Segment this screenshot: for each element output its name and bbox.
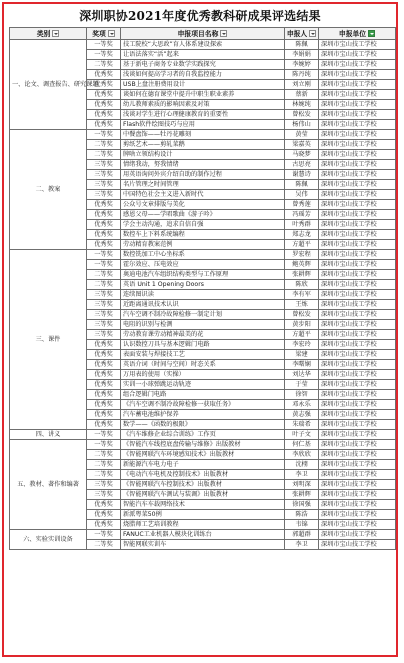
award-cell: 一等奖 — [87, 250, 121, 260]
project-cell: 情绪我动，努我情绪 — [121, 160, 285, 170]
award-cell: 二等奖 — [87, 450, 121, 460]
project-cell: 智能汽车车载网络技术 — [121, 500, 285, 510]
header-project: 申报项目名称 — [121, 28, 285, 40]
project-cell: 连续图识读 — [121, 290, 285, 300]
applicant-cell: 何仁基 — [285, 440, 319, 450]
project-cell: 新派粤菜50例 — [121, 510, 285, 520]
applicant-cell: 张耕辉 — [285, 270, 319, 280]
project-cell: 劳动教育课劳动精神最美的花 — [121, 330, 285, 340]
applicant-cell: 黄步阳 — [285, 320, 319, 330]
award-cell: 二等奖 — [87, 460, 121, 470]
unit-cell: 深圳市宝山技工学校 — [319, 320, 396, 330]
award-cell: 优秀奖 — [87, 100, 121, 110]
project-cell: 万用表的使用（实操） — [121, 370, 285, 380]
project-cell: 劳动精育教案范例 — [121, 240, 285, 250]
unit-cell: 深圳市宝山技工学校 — [319, 130, 396, 140]
award-cell: 一等奖 — [87, 530, 121, 540]
unit-cell: 深圳市宝山技工学校 — [319, 430, 396, 440]
table-row[interactable] — [10, 440, 396, 450]
applicant-cell: 杨伟山 — [285, 120, 319, 130]
applicant-cell: 古思亮 — [285, 160, 319, 170]
applicant-cell: 李宏玲 — [285, 340, 319, 350]
award-cell: 三等奖 — [87, 300, 121, 310]
unit-cell: 深圳市宝山技工学校 — [319, 480, 396, 490]
unit-cell: 深圳市宝山技工学校 — [319, 240, 396, 250]
applicant-cell: 方超平 — [285, 330, 319, 340]
unit-cell: 深圳市宝山技工学校 — [319, 50, 396, 60]
project-cell: 汽车空调不制冷故障检修一制定计划 — [121, 310, 285, 320]
project-cell: 《智能汽车线控底盘传输与维修》出版教材 — [121, 440, 285, 450]
category-cell: 二、教案 — [10, 130, 87, 250]
award-cell: 二等奖 — [87, 60, 121, 70]
category-cell: 六、实验实训设备 — [10, 530, 87, 550]
page-title: 深圳职协2021年度优秀教科研成果评选结果 — [79, 9, 321, 23]
project-cell: 谈如何在德育课堂中提升中职生职业素养 — [121, 90, 285, 100]
unit-cell: 深圳市宝山技工学校 — [319, 530, 396, 540]
project-cell: 《智能网联汽车环境感知技术》出版教材 — [121, 450, 285, 460]
unit-cell: 深圳市宝山技工学校 — [319, 410, 396, 420]
applicant-cell: 王炼 — [285, 300, 319, 310]
applicant-cell: 李有军 — [285, 290, 319, 300]
applicant-cell: 韦锦 — [285, 520, 319, 530]
unit-cell: 深圳市宝山技工学校 — [319, 180, 396, 190]
project-cell: 学会主动沟通，追求自信自强 — [121, 220, 285, 230]
project-cell: USB上盘注册费用设计 — [121, 80, 285, 90]
award-cell: 一等奖 — [87, 40, 121, 50]
applicant-cell: 梁建 — [285, 350, 319, 360]
applicant-cell: 陈佩 — [285, 40, 319, 50]
applicant-cell: 梁嘉英 — [285, 140, 319, 150]
award-cell: 优秀奖 — [87, 350, 121, 360]
unit-cell: 深圳市宝山技工学校 — [319, 490, 396, 500]
unit-cell: 深圳市宝山技工学校 — [319, 230, 396, 240]
filter-active-icon[interactable] — [368, 30, 375, 37]
project-cell: 《汽车维修企业综合训练》工作页 — [121, 430, 285, 440]
project-cell: 《汽车空调不制冷故障检修一获取任务》 — [121, 400, 285, 410]
unit-cell: 深圳市宝山技工学校 — [319, 60, 396, 70]
award-cell: 二等奖 — [87, 140, 121, 150]
award-cell: 一等奖 — [87, 260, 121, 270]
report-frame — [2, 2, 398, 657]
unit-cell: 深圳市宝山技工学校 — [319, 170, 396, 180]
unit-cell: 深圳市宝山技工学校 — [319, 300, 396, 310]
project-cell: 感恩父母——学唱歌曲《游子吟》 — [121, 210, 285, 220]
award-cell: 优秀奖 — [87, 230, 121, 240]
project-cell: 数学——《函数的极限》 — [121, 420, 285, 430]
award-cell: 优秀奖 — [87, 520, 121, 530]
applicant-cell: 叶秀群 — [285, 220, 319, 230]
unit-cell: 深圳市宝山技工学校 — [319, 210, 396, 220]
unit-cell: 深圳市宝山技工学校 — [319, 140, 396, 150]
unit-cell: 深圳市宝山技工学校 — [319, 470, 396, 480]
applicant-cell: 马晓梦 — [285, 150, 319, 160]
project-cell: 奥迪电池汽车组织结构类型与工作原理 — [121, 270, 285, 280]
unit-cell: 深圳市宝山技工学校 — [319, 540, 396, 550]
project-cell: 新能源汽车电力电子 — [121, 460, 285, 470]
applicant-cell: 李婉婷 — [285, 60, 319, 70]
applicant-cell: 冯瑶芳 — [285, 210, 319, 220]
unit-cell: 深圳市宝山技工学校 — [319, 110, 396, 120]
award-cell: 二等奖 — [87, 270, 121, 280]
unit-cell: 深圳市宝山技工学校 — [319, 450, 396, 460]
applicant-cell: 刘明深 — [285, 480, 319, 490]
unit-cell: 深圳市宝山技工学校 — [319, 150, 396, 160]
award-cell: 优秀奖 — [87, 390, 121, 400]
project-cell: 公众号文章排版与美化 — [121, 200, 285, 210]
project-cell: 英语介词（时间与空间）时态关系 — [121, 360, 285, 370]
applicant-cell: 刘达华 — [285, 370, 319, 380]
award-cell: 三等奖 — [87, 290, 121, 300]
award-cell: 三等奖 — [87, 490, 121, 500]
project-cell: 烧腊师工艺培训教程 — [121, 520, 285, 530]
header-row — [10, 28, 396, 40]
award-cell: 优秀奖 — [87, 240, 121, 250]
unit-cell: 深圳市宝山技工学校 — [319, 340, 396, 350]
unit-cell: 深圳市宝山技工学校 — [319, 100, 396, 110]
award-cell: 优秀奖 — [87, 200, 121, 210]
unit-cell: 深圳市宝山技工学校 — [319, 380, 396, 390]
award-cell: 二等奖 — [87, 150, 121, 160]
project-cell: 中餐盘饰——牡丹花雕刻 — [121, 130, 285, 140]
award-cell: 三等奖 — [87, 320, 121, 330]
unit-cell: 深圳市宝山技工学校 — [319, 120, 396, 130]
award-cell: 优秀奖 — [87, 120, 121, 130]
header-unit: 申报单位 — [319, 28, 396, 40]
applicant-cell: 陈佩 — [285, 180, 319, 190]
award-cell: 二等奖 — [87, 470, 121, 480]
award-cell: 三等奖 — [87, 180, 121, 190]
award-cell: 优秀奖 — [87, 500, 121, 510]
unit-cell: 深圳市宝山技工学校 — [319, 350, 396, 360]
award-cell: 优秀奖 — [87, 70, 121, 80]
unit-cell: 深圳市宝山技工学校 — [319, 310, 396, 320]
category-cell: 三、课件 — [10, 250, 87, 430]
project-cell: 实训一小球弹跳运动轨迹 — [121, 380, 285, 390]
unit-cell: 深圳市宝山技工学校 — [319, 40, 396, 50]
applicant-cell: 谢慧诗 — [285, 170, 319, 180]
project-cell: 浅谈如何提高学习者的自我监控能力 — [121, 70, 285, 80]
header-award: 奖项 — [87, 28, 121, 40]
table-row[interactable] — [10, 250, 396, 260]
applicant-cell: 郭超群 — [285, 530, 319, 540]
unit-cell: 深圳市宝山技工学校 — [319, 250, 396, 260]
applicant-cell: 李卫 — [285, 470, 319, 480]
award-cell: 优秀奖 — [87, 110, 121, 120]
award-cell: 三等奖 — [87, 160, 121, 170]
project-cell: 电阻的识别与检测 — [121, 320, 285, 330]
award-cell: 优秀奖 — [87, 340, 121, 350]
unit-cell: 深圳市宝山技工学校 — [319, 70, 396, 80]
award-cell: 优秀奖 — [87, 510, 121, 520]
project-cell: 数控铣加工中心坐标系 — [121, 250, 285, 260]
project-cell: 汽车蓄电池维护保养 — [121, 410, 285, 420]
project-cell: 英语 Unit 1 Opening Doors — [121, 280, 285, 290]
project-cell: Flash软件绘图技巧与应用 — [121, 120, 285, 130]
award-cell: 三等奖 — [87, 310, 121, 320]
applicant-cell: 徐智 — [285, 390, 319, 400]
project-cell: 《电动汽车电机及控制技术》出版教材 — [121, 470, 285, 480]
applicant-cell: 徐国强 — [285, 500, 319, 510]
applicant-cell: 于莹 — [285, 380, 319, 390]
award-cell: 优秀奖 — [87, 380, 121, 390]
unit-cell: 深圳市宝山技工学校 — [319, 460, 396, 470]
award-cell: 三等奖 — [87, 170, 121, 180]
project-cell: 近距离通讯技术认识 — [121, 300, 285, 310]
project-cell: 《智能网联汽车控制技术》出版教材 — [121, 480, 285, 490]
project-cell: 霍尔效应、压电效应 — [121, 260, 285, 270]
award-cell: 二等奖 — [87, 540, 121, 550]
award-cell: 优秀奖 — [87, 410, 121, 420]
project-cell: 用英语询问外宾介绍自助的制作过程 — [121, 170, 285, 180]
award-cell: 优秀奖 — [87, 90, 121, 100]
unit-cell: 深圳市宝山技工学校 — [319, 440, 396, 450]
category-cell: 四、讲义 — [10, 430, 87, 440]
applicant-cell: 刘立刚 — [285, 80, 319, 90]
table-row[interactable] — [10, 530, 396, 540]
project-cell: 技工院校“大思政”育人体系建设探索 — [121, 40, 285, 50]
project-cell: 名片管理之时间管理 — [121, 180, 285, 190]
applicant-cell: 方超平 — [285, 240, 319, 250]
award-cell: 优秀奖 — [87, 210, 121, 220]
applicant-cell: 张耕辉 — [285, 490, 319, 500]
unit-cell: 深圳市宝山技工学校 — [319, 330, 396, 340]
results-table — [9, 27, 396, 550]
unit-cell: 深圳市宝山技工学校 — [319, 90, 396, 100]
applicant-cell: 陈欣 — [285, 280, 319, 290]
filter-dropdown-icon[interactable] — [52, 30, 59, 37]
award-cell: 三等奖 — [87, 330, 121, 340]
applicant-cell: 李欣欣 — [285, 450, 319, 460]
unit-cell: 深圳市宝山技工学校 — [319, 390, 396, 400]
award-cell: 三等奖 — [87, 480, 121, 490]
applicant-cell: 黄莹 — [285, 130, 319, 140]
project-cell: 认识数控刀具与基本逻辑门电路 — [121, 340, 285, 350]
project-cell: 中国特色社会主义进入新时代 — [121, 190, 285, 200]
applicant-cell: 曾松发 — [285, 110, 319, 120]
unit-cell: 深圳市宝山技工学校 — [319, 270, 396, 280]
award-cell: 优秀奖 — [87, 370, 121, 380]
award-cell: 优秀奖 — [87, 400, 121, 410]
unit-cell: 深圳市宝山技工学校 — [319, 360, 396, 370]
project-cell: 幼儿教师素质的影响因素及对策 — [121, 100, 285, 110]
project-cell: FANUC工业机器人模块化训练台 — [121, 530, 285, 540]
applicant-cell: 吴伟 — [285, 190, 319, 200]
applicant-cell: 朱瑞希 — [285, 420, 319, 430]
filter-dropdown-icon[interactable] — [108, 30, 115, 37]
award-cell: 优秀奖 — [87, 420, 121, 430]
table-row[interactable] — [10, 130, 396, 140]
award-cell: 二等奖 — [87, 280, 121, 290]
applicant-cell: 鲍英辉 — [285, 260, 319, 270]
filter-dropdown-icon[interactable] — [220, 30, 227, 37]
unit-cell: 深圳市宝山技工学校 — [319, 260, 396, 270]
unit-cell: 深圳市宝山技工学校 — [319, 200, 396, 210]
award-cell: 一等奖 — [87, 130, 121, 140]
unit-cell: 深圳市宝山技工学校 — [319, 400, 396, 410]
unit-cell: 深圳市宝山技工学校 — [319, 160, 396, 170]
award-cell: 优秀奖 — [87, 220, 121, 230]
unit-cell: 深圳市宝山技工学校 — [319, 290, 396, 300]
applicant-cell: 林婉纯 — [285, 100, 319, 110]
unit-cell: 深圳市宝山技工学校 — [319, 500, 396, 510]
unit-cell: 深圳市宝山技工学校 — [319, 370, 396, 380]
category-cell: 五、教材、著作和编著 — [10, 440, 87, 530]
applicant-cell: 叶子文 — [285, 430, 319, 440]
header-applicant: 申报人 — [285, 28, 319, 40]
applicant-cell: 曾松发 — [285, 310, 319, 320]
table-row[interactable] — [10, 40, 396, 50]
applicant-cell: 李娟娟 — [285, 50, 319, 60]
header-category: 类别 — [10, 28, 87, 40]
award-cell: 一等奖 — [87, 430, 121, 440]
unit-cell: 深圳市宝山技工学校 — [319, 510, 396, 520]
unit-cell: 深圳市宝山技工学校 — [319, 280, 396, 290]
applicant-cell: 陈丹纯 — [285, 70, 319, 80]
unit-cell: 深圳市宝山技工学校 — [319, 80, 396, 90]
project-cell: 剪纸艺术——剪轧菜鹅 — [121, 140, 285, 150]
project-cell: 让语法落实“活”起来 — [121, 50, 285, 60]
project-cell: 浅谈对学生进行心理健康教育的重要性 — [121, 110, 285, 120]
project-cell: 《智能网联汽车测试与装调》出版教材 — [121, 490, 285, 500]
award-cell: 三等奖 — [87, 190, 121, 200]
project-cell: 组合逻辑门电路 — [121, 390, 285, 400]
award-cell: 一等奖 — [87, 440, 121, 450]
project-cell: 表面安装与焊接技工艺 — [121, 350, 285, 360]
applicant-cell: 沈栩 — [285, 460, 319, 470]
applicant-cell: 陈浩 — [285, 510, 319, 520]
applicant-cell: 郑志龙 — [285, 230, 319, 240]
unit-cell: 深圳市宝山技工学校 — [319, 220, 396, 230]
award-cell: 优秀奖 — [87, 80, 121, 90]
project-cell: 基于新电子商务专业数学实践探究 — [121, 60, 285, 70]
applicant-cell: 邓永乐 — [285, 400, 319, 410]
unit-cell: 深圳市宝山技工学校 — [319, 190, 396, 200]
unit-cell: 深圳市宝山技工学校 — [319, 420, 396, 430]
applicant-cell: 李曙娴 — [285, 360, 319, 370]
award-cell: 优秀奖 — [87, 360, 121, 370]
project-cell: 牌啥立领结构设计 — [121, 150, 285, 160]
applicant-cell: 黄志强 — [285, 410, 319, 420]
applicant-cell: 蔡新 — [285, 90, 319, 100]
table-row[interactable] — [10, 430, 396, 440]
project-cell: 智能网联实训车 — [121, 540, 285, 550]
applicant-cell: 李卫 — [285, 540, 319, 550]
project-cell: 数控车上下料系统编程 — [121, 230, 285, 240]
unit-cell: 深圳市宝山技工学校 — [319, 520, 396, 530]
applicant-cell: 曾秀莲 — [285, 200, 319, 210]
applicant-cell: 罗宏程 — [285, 250, 319, 260]
award-cell: 一等奖 — [87, 50, 121, 60]
filter-dropdown-icon[interactable] — [309, 30, 316, 37]
category-cell: 一、论文、调查报告、研究课题 — [10, 40, 87, 130]
